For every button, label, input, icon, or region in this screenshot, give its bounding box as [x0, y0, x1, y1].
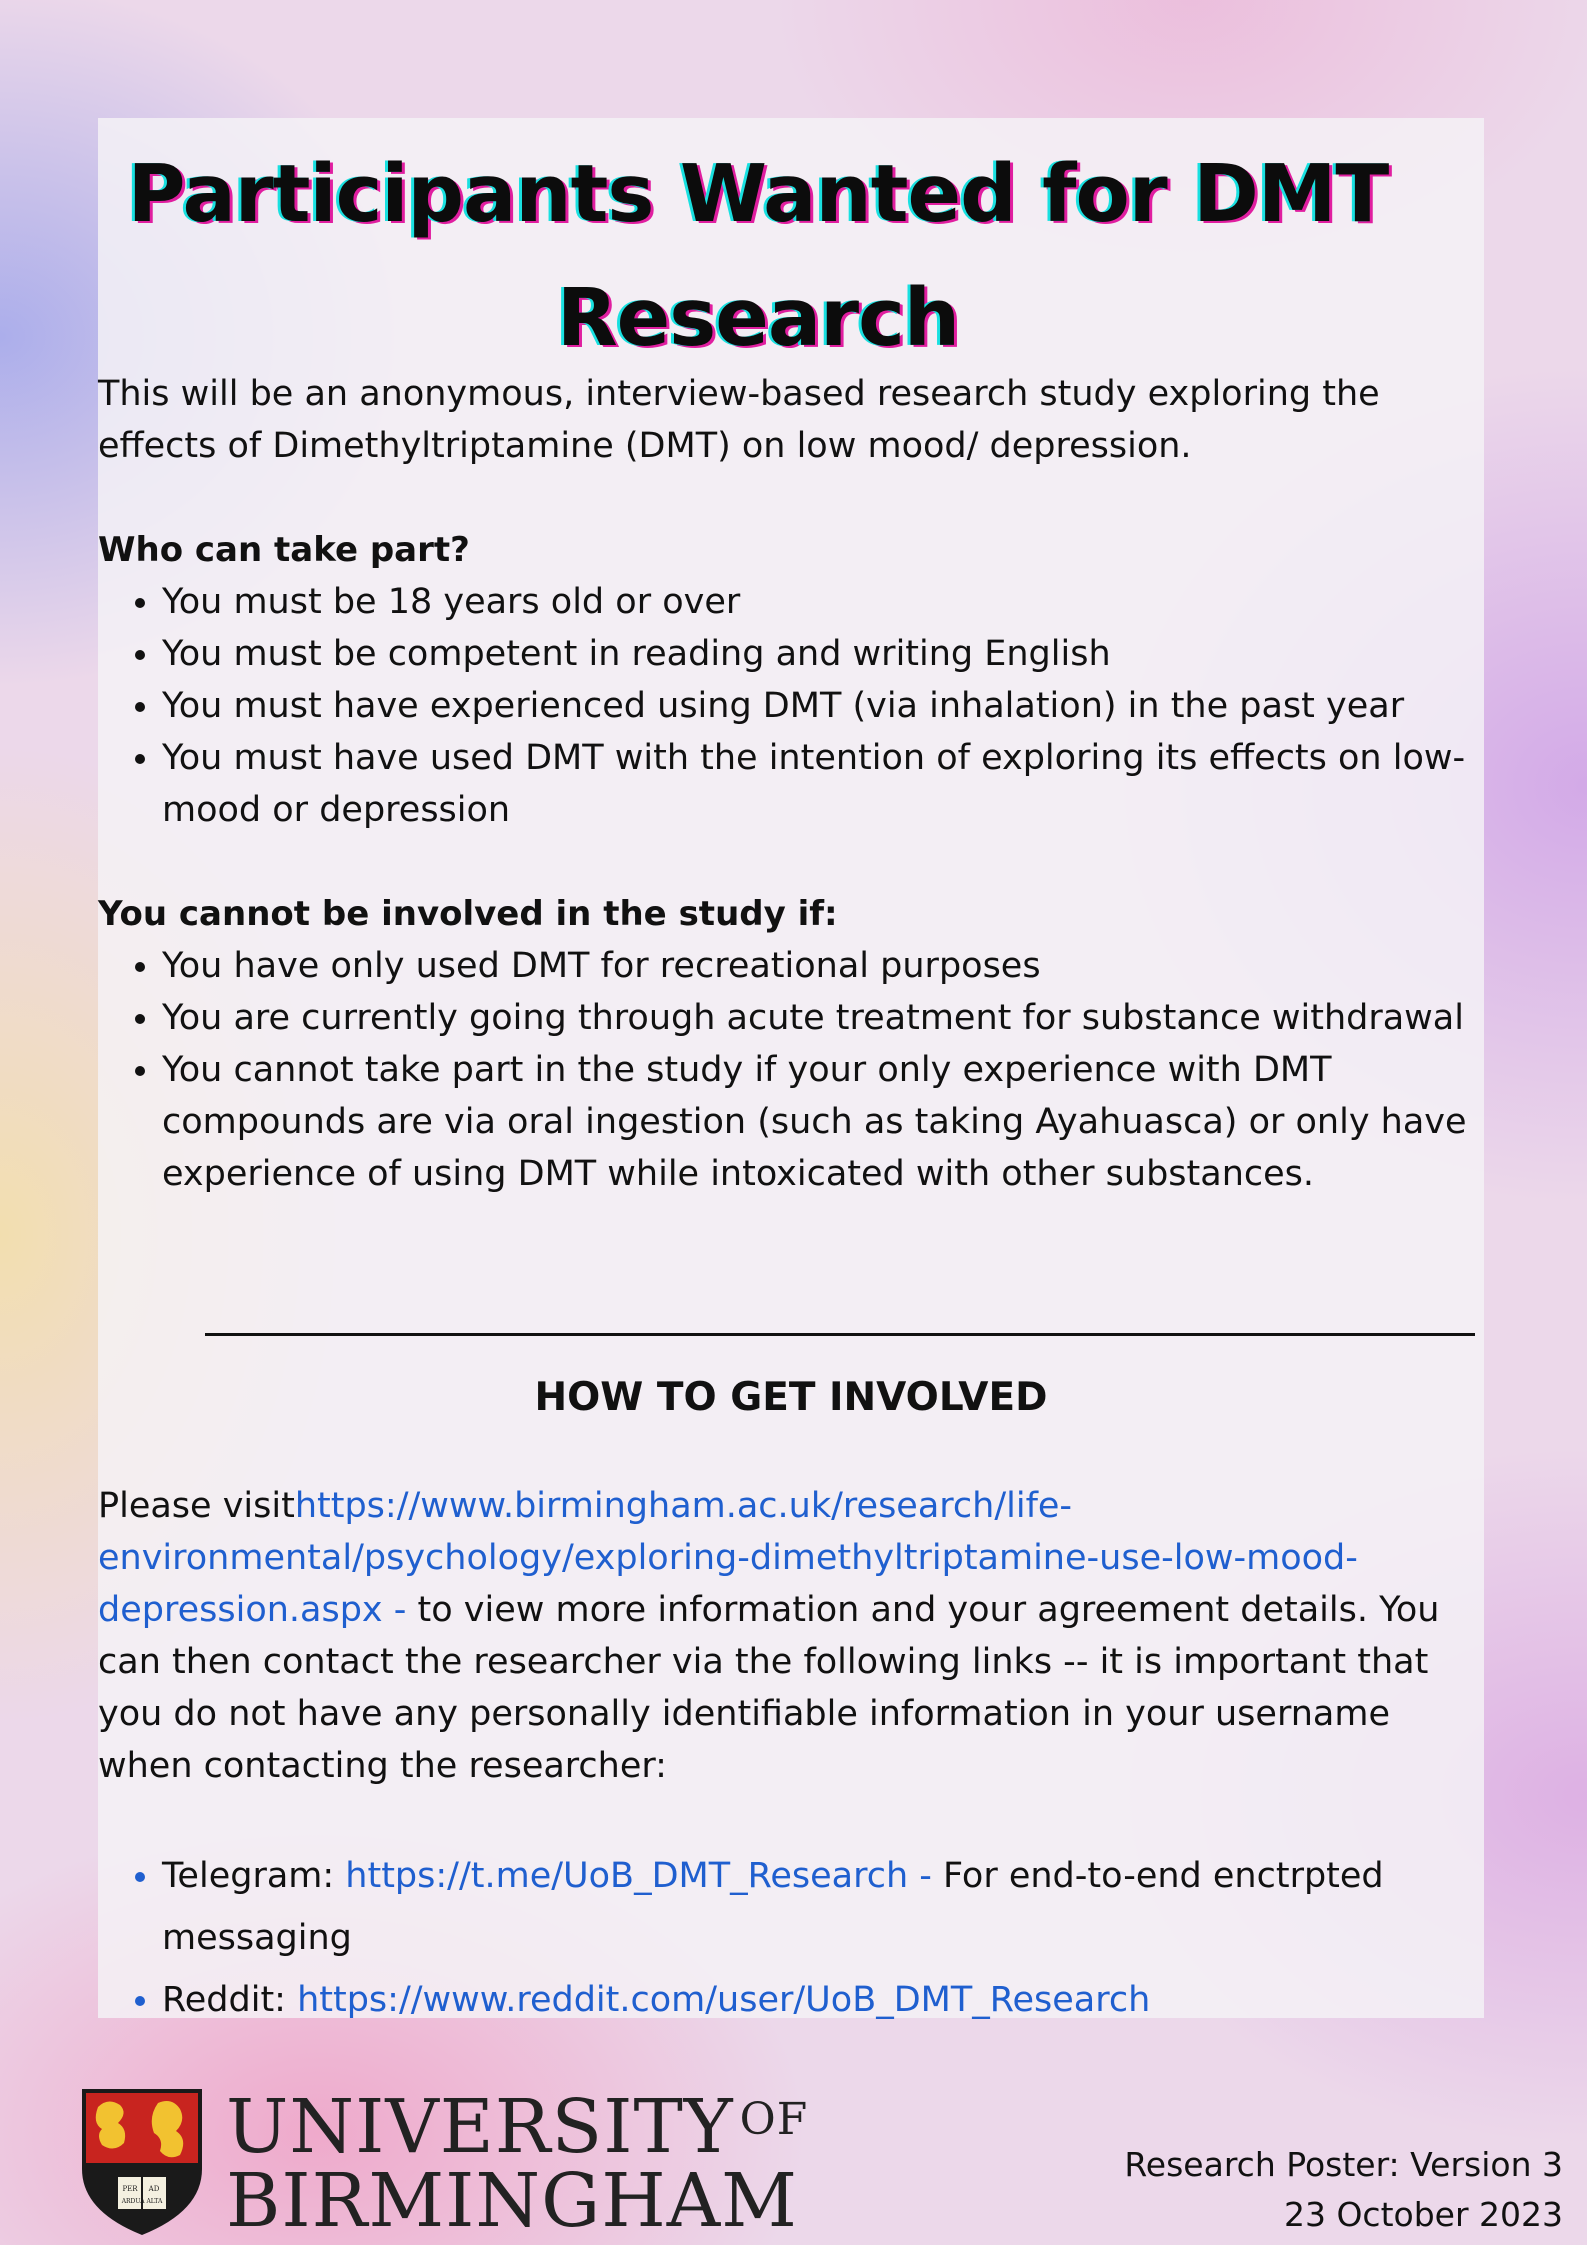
contact-reddit [162, 1969, 1484, 2031]
contact-telegram [162, 1845, 1484, 1969]
list-item: • You must have used DMT with the intention of exploring its effects on low-mood or depression [162, 732, 1488, 836]
list-item: • You are currently going through acute treatment for substance withdrawal [162, 992, 1488, 1044]
university-logo [78, 2083, 809, 2244]
svg-text:ARDUA ALTA: ARDUA ALTA [121, 2198, 163, 2205]
eligibility-list [98, 576, 1488, 836]
visit-rest: to view more information and your agreement details. You can then contact the researcher via the following links -- it is important that you do not have any personally identifiable information in your username when contacting the researcher: [98, 1590, 1440, 1786]
contact-list [98, 1845, 1484, 2031]
university-name [226, 2083, 809, 2244]
poster-version: Research Poster: Version 3 [1124, 2145, 1563, 2184]
university-name-of: OF [739, 2094, 809, 2145]
list-item: • You must have experienced using DMT (via inhalation) in the past year [162, 680, 1488, 732]
main-content [98, 368, 1488, 1200]
title-line-2: Research [556, 272, 960, 364]
poster-date: 23 October 2023 [1283, 2195, 1563, 2234]
list-item: • You must be 18 years old or over [162, 576, 1488, 628]
section-divider [205, 1333, 1475, 1336]
contact-note: For end-to-end enctrpted messaging [162, 1856, 1384, 1958]
reddit-link[interactable]: https://www.reddit.com/user/UoB_DMT_Research [297, 1980, 1151, 2020]
contact-label: Reddit: [162, 1980, 298, 2020]
university-crest-icon [78, 2085, 206, 2237]
svg-text:AD: AD [148, 2185, 160, 2193]
svg-text:PER: PER [122, 2185, 138, 2193]
eligibility-heading: Who can take part? [98, 530, 470, 570]
university-name-line1: UNIVERSITY [226, 2084, 734, 2170]
how-to-get-involved-heading: HOW TO GET INVOLVED [534, 1375, 1048, 1420]
contact-label: Telegram: [162, 1856, 346, 1896]
visit-prefix: Please visit [98, 1486, 295, 1526]
exclusion-list [98, 940, 1488, 1200]
poster-title [98, 132, 1418, 380]
university-name-line2: BIRMINGHAM [226, 2158, 798, 2244]
contacts-section [98, 1845, 1484, 2031]
telegram-link[interactable]: https://t.me/UoB_DMT_Research - [345, 1856, 932, 1896]
poster-footer [1124, 2140, 1563, 2240]
list-item: • You must be competent in reading and writing English [162, 628, 1488, 680]
study-info-link[interactable]: https://www.birmingham.ac.uk/research/life-environmental/psychology/exploring-dimethyltriptamine-use-low-mood-depression.aspx - [98, 1486, 1358, 1630]
intro-text: This will be an anonymous, interview-based research study exploring the effects of Dimethyltriptamine (DMT) on low mood/ depression. [98, 374, 1380, 466]
visit-paragraph [98, 1480, 1478, 1792]
list-item: • You have only used DMT for recreational purposes [162, 940, 1488, 992]
list-item: • You cannot take part in the study if your only experience with DMT compounds are via oral ingestion (such as taking Ayahuasca) or only have experience of using DMT while intoxicated with other substances. [162, 1044, 1488, 1200]
title-line-1: Participants Wanted for DMT [127, 148, 1389, 240]
exclusion-heading: You cannot be involved in the study if: [98, 894, 838, 934]
